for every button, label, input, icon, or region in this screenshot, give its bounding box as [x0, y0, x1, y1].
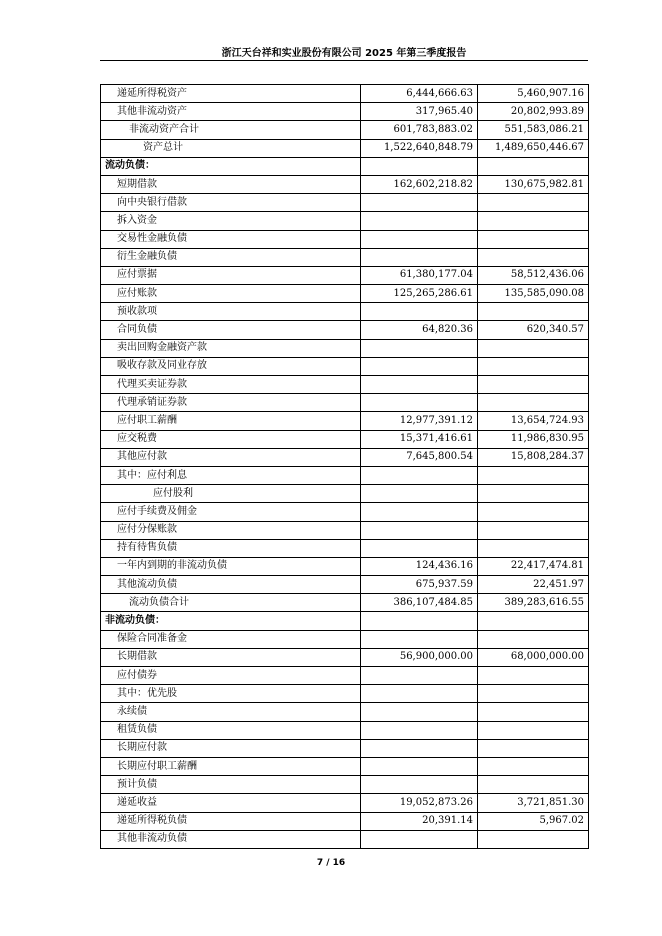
row-label: 其他流动负债 — [101, 576, 361, 594]
current-period-value: 386,107,484.85 — [361, 594, 478, 612]
prior-period-value: 551,583,086.21 — [478, 121, 589, 139]
prior-period-value: 22,417,474.81 — [478, 557, 589, 575]
prior-period-value — [478, 248, 589, 266]
row-label: 长期应付职工薪酬 — [101, 757, 361, 775]
section-label: 流动负债： — [101, 157, 361, 175]
table-row — [101, 248, 589, 266]
row-label: 流动负债合计 — [101, 594, 361, 612]
row-label: 永续债 — [101, 703, 361, 721]
table-row — [101, 430, 589, 448]
table-row — [101, 557, 589, 575]
prior-period-value: 389,283,616.55 — [478, 594, 589, 612]
table-row — [101, 776, 589, 794]
table-row — [101, 576, 589, 594]
prior-period-value: 68,000,000.00 — [478, 648, 589, 666]
table-row — [101, 721, 589, 739]
prior-period-value: 135,585,090.08 — [478, 285, 589, 303]
current-period-value — [361, 539, 478, 557]
table-row — [101, 485, 589, 503]
current-period-value: 162,602,218.82 — [361, 175, 478, 193]
table-row — [101, 194, 589, 212]
row-label: 长期借款 — [101, 648, 361, 666]
current-period-value — [361, 248, 478, 266]
row-label: 递延收益 — [101, 794, 361, 812]
table-row — [101, 757, 589, 775]
row-label: 应付股利 — [101, 485, 361, 503]
current-period-value: 56,900,000.00 — [361, 648, 478, 666]
current-period-value — [361, 667, 478, 685]
row-label: 交易性金融负债 — [101, 230, 361, 248]
row-label: 拆入资金 — [101, 212, 361, 230]
current-period-value: 317,965.40 — [361, 103, 478, 121]
prior-period-value: 3,721,851.30 — [478, 794, 589, 812]
row-label: 预计负债 — [101, 776, 361, 794]
row-label: 短期借款 — [101, 175, 361, 193]
row-label: 一年内到期的非流动负债 — [101, 557, 361, 575]
current-period-value — [361, 357, 478, 375]
section-header-row — [101, 157, 589, 175]
current-period-value — [361, 376, 478, 394]
row-label: 其他应付款 — [101, 448, 361, 466]
prior-period-value: 130,675,982.81 — [478, 175, 589, 193]
table-row — [101, 303, 589, 321]
table-row — [101, 175, 589, 193]
row-label: 租赁负债 — [101, 721, 361, 739]
prior-period-value — [478, 339, 589, 357]
row-label: 持有待售负债 — [101, 539, 361, 557]
row-label: 向中央银行借款 — [101, 194, 361, 212]
row-label: 应付职工薪酬 — [101, 412, 361, 430]
current-period-value — [361, 194, 478, 212]
row-label: 其中：应付利息 — [101, 466, 361, 484]
prior-period-value — [478, 394, 589, 412]
row-label: 其中：优先股 — [101, 685, 361, 703]
prior-period-value: 20,802,993.89 — [478, 103, 589, 121]
row-label: 长期应付款 — [101, 739, 361, 757]
table-row — [101, 503, 589, 521]
prior-period-value — [478, 685, 589, 703]
current-period-value: 675,937.59 — [361, 576, 478, 594]
row-label: 应付账款 — [101, 285, 361, 303]
table-row — [101, 103, 589, 121]
prior-period-value: 58,512,436.06 — [478, 266, 589, 284]
table-row — [101, 648, 589, 666]
row-label: 合同负债 — [101, 321, 361, 339]
current-period-value — [361, 612, 478, 630]
prior-period-value — [478, 703, 589, 721]
current-period-value: 64,820.36 — [361, 321, 478, 339]
prior-period-value: 1,489,650,446.67 — [478, 139, 589, 157]
table-row — [101, 594, 589, 612]
prior-period-value — [478, 466, 589, 484]
row-label: 递延所得税资产 — [101, 85, 361, 103]
prior-period-value: 22,451.97 — [478, 576, 589, 594]
table-row — [101, 412, 589, 430]
row-label: 代理承销证券款 — [101, 394, 361, 412]
table-row — [101, 376, 589, 394]
current-period-value — [361, 521, 478, 539]
current-period-value: 20,391.14 — [361, 812, 478, 830]
current-period-value: 1,522,640,848.79 — [361, 139, 478, 157]
current-period-value — [361, 776, 478, 794]
row-label: 递延所得税负债 — [101, 812, 361, 830]
current-period-value: 124,436.16 — [361, 557, 478, 575]
row-label: 应交税费 — [101, 430, 361, 448]
current-period-value: 12,977,391.12 — [361, 412, 478, 430]
current-period-value — [361, 157, 478, 175]
prior-period-value: 5,460,907.16 — [478, 85, 589, 103]
prior-period-value: 620,340.57 — [478, 321, 589, 339]
balance-sheet-body — [101, 85, 589, 849]
prior-period-value — [478, 739, 589, 757]
table-row — [101, 212, 589, 230]
row-label: 保险合同准备金 — [101, 630, 361, 648]
report-header: 浙江天台祥和实业股份有限公司 2025 年第三季度报告 — [221, 48, 467, 59]
row-label: 应付手续费及佣金 — [101, 503, 361, 521]
row-label: 应付债券 — [101, 667, 361, 685]
table-row — [101, 321, 589, 339]
current-period-value: 19,052,873.26 — [361, 794, 478, 812]
table-row — [101, 285, 589, 303]
table-row — [101, 739, 589, 757]
table-row — [101, 830, 589, 848]
prior-period-value: 11,986,830.95 — [478, 430, 589, 448]
prior-period-value — [478, 776, 589, 794]
row-label: 其他非流动负债 — [101, 830, 361, 848]
row-label: 卖出回购金融资产款 — [101, 339, 361, 357]
table-row — [101, 685, 589, 703]
table-row — [101, 539, 589, 557]
prior-period-value — [478, 539, 589, 557]
current-period-value — [361, 830, 478, 848]
table-row — [101, 521, 589, 539]
section-header-row — [101, 612, 589, 630]
current-period-value — [361, 721, 478, 739]
table-row — [101, 448, 589, 466]
prior-period-value — [478, 521, 589, 539]
prior-period-value — [478, 230, 589, 248]
prior-period-value — [478, 667, 589, 685]
row-label: 代理买卖证券款 — [101, 376, 361, 394]
current-period-value: 61,380,177.04 — [361, 266, 478, 284]
current-period-value — [361, 466, 478, 484]
section-label: 非流动负债： — [101, 612, 361, 630]
current-period-value — [361, 394, 478, 412]
prior-period-value: 5,967.02 — [478, 812, 589, 830]
prior-period-value — [478, 503, 589, 521]
row-label: 预收款项 — [101, 303, 361, 321]
current-period-value: 125,265,286.61 — [361, 285, 478, 303]
table-row — [101, 139, 589, 157]
prior-period-value: 13,654,724.93 — [478, 412, 589, 430]
header-rule — [100, 60, 588, 61]
prior-period-value — [478, 721, 589, 739]
prior-period-value — [478, 376, 589, 394]
page-number: 7 / 16 — [316, 858, 346, 868]
prior-period-value — [478, 630, 589, 648]
current-period-value — [361, 685, 478, 703]
prior-period-value — [478, 194, 589, 212]
prior-period-value — [478, 757, 589, 775]
current-period-value — [361, 485, 478, 503]
current-period-value: 6,444,666.63 — [361, 85, 478, 103]
row-label: 非流动资产合计 — [101, 121, 361, 139]
prior-period-value — [478, 612, 589, 630]
row-label: 应付分保账款 — [101, 521, 361, 539]
current-period-value — [361, 739, 478, 757]
table-row — [101, 812, 589, 830]
prior-period-value — [478, 157, 589, 175]
table-row — [101, 630, 589, 648]
table-row — [101, 667, 589, 685]
current-period-value — [361, 212, 478, 230]
current-period-value — [361, 339, 478, 357]
balance-sheet-table — [100, 84, 589, 849]
current-period-value — [361, 757, 478, 775]
prior-period-value: 15,808,284.37 — [478, 448, 589, 466]
prior-period-value — [478, 303, 589, 321]
current-period-value: 601,783,883.02 — [361, 121, 478, 139]
current-period-value: 7,645,800.54 — [361, 448, 478, 466]
table-row — [101, 121, 589, 139]
prior-period-value — [478, 357, 589, 375]
current-period-value — [361, 503, 478, 521]
table-row — [101, 794, 589, 812]
table-row — [101, 394, 589, 412]
prior-period-value — [478, 830, 589, 848]
current-period-value — [361, 703, 478, 721]
prior-period-value — [478, 212, 589, 230]
current-period-value — [361, 630, 478, 648]
row-label: 资产总计 — [101, 139, 361, 157]
prior-period-value — [478, 485, 589, 503]
row-label: 其他非流动资产 — [101, 103, 361, 121]
row-label: 应付票据 — [101, 266, 361, 284]
table-row — [101, 85, 589, 103]
table-row — [101, 339, 589, 357]
table-row — [101, 230, 589, 248]
table-row — [101, 266, 589, 284]
table-row — [101, 703, 589, 721]
current-period-value — [361, 230, 478, 248]
row-label: 吸收存款及同业存放 — [101, 357, 361, 375]
current-period-value: 15,371,416.61 — [361, 430, 478, 448]
row-label: 衍生金融负债 — [101, 248, 361, 266]
current-period-value — [361, 303, 478, 321]
table-row — [101, 466, 589, 484]
table-row — [101, 357, 589, 375]
